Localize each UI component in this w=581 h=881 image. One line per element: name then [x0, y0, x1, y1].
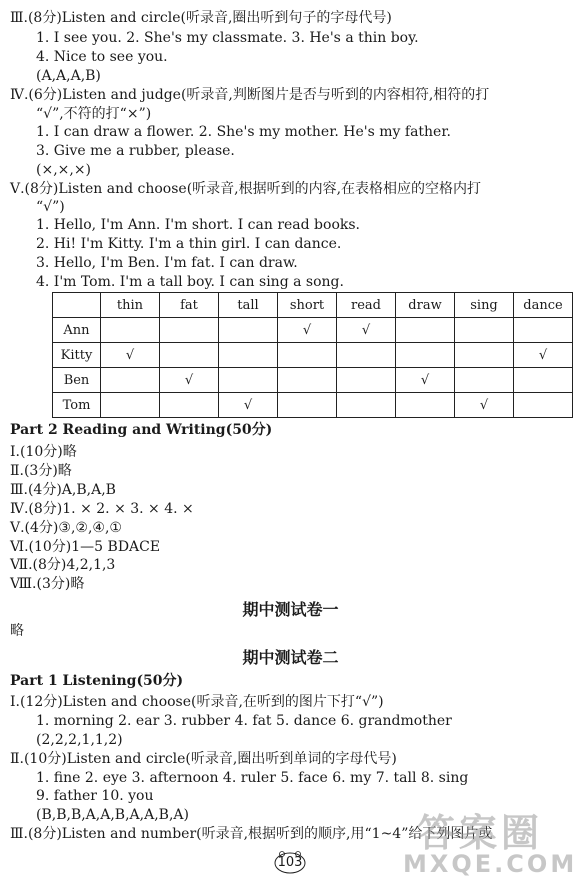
- table-row-header: Ann: [53, 318, 101, 343]
- part-2-item-5: Ⅴ.(4分)③,②,④,①: [10, 520, 122, 536]
- section-4-heading-cont: “√”,不符的打“×”): [36, 106, 152, 122]
- table-cell: √: [278, 318, 337, 343]
- table-cell: √: [337, 318, 396, 343]
- section-3-line-1: 1. I see you. 2. She's my classmate. 3. He's a thin boy.: [36, 30, 419, 46]
- exam-2-section-1-line-1: 1. morning 2. ear 3. rubber 4. fat 5. dance 6. grandmother: [36, 713, 452, 729]
- table-cell: [514, 368, 573, 393]
- page-number-badge: [273, 851, 307, 875]
- section-5-line-4: 4. I'm Tom. I'm a tall boy. I can sing a song.: [36, 274, 344, 290]
- table-cell: [396, 343, 455, 368]
- table-cell: [337, 368, 396, 393]
- exam-2-section-2-line-1: 1. fine 2. eye 3. afternoon 4. ruler 5. face 6. my 7. tall 8. sing: [36, 770, 469, 786]
- table-cell: [455, 343, 514, 368]
- table-cell: [219, 368, 278, 393]
- table-cell: √: [160, 368, 219, 393]
- watermark-text-url: MXQE.COM: [403, 850, 578, 878]
- table-row-header: Kitty: [53, 343, 101, 368]
- section-3-heading: Ⅲ.(8分)Listen and circle(听录音,圈出听到句子的字母代号): [10, 10, 392, 26]
- exam-2-section-1-heading: Ⅰ.(12分)Listen and choose(听录音,在听到的图片下打“√”): [10, 694, 384, 710]
- table-cell: √: [101, 343, 160, 368]
- exam-2-section-3-heading: Ⅲ.(8分)Listen and number(听录音,根据听到的顺序,用“1~4”给下列图片或: [10, 826, 493, 842]
- answer-table: [52, 292, 573, 418]
- part-2-item-8: Ⅷ.(3分)略: [10, 576, 85, 592]
- table-cell: [514, 393, 573, 418]
- table-cell: [514, 318, 573, 343]
- table-cell: [101, 368, 160, 393]
- table-column-header: dance: [514, 293, 573, 318]
- table-cell: [160, 343, 219, 368]
- table-cell: [160, 393, 219, 418]
- table-column-header: short: [278, 293, 337, 318]
- section-5-heading-cont: “√”): [36, 199, 65, 215]
- part-2-item-6: Ⅵ.(10分)1—5 BDACE: [10, 539, 161, 555]
- table-column-header: draw: [396, 293, 455, 318]
- watermark: [395, 800, 581, 881]
- section-4-line-2: 3. Give me a rubber, please.: [36, 143, 235, 159]
- watermark-text-cn: 答案圈: [417, 811, 544, 855]
- part-2-item-1: Ⅰ.(10分)略: [10, 444, 77, 460]
- exam-2-section-2-line-2: 9. father 10. you: [36, 788, 154, 804]
- table-cell: [455, 318, 514, 343]
- exam-1-title: 期中测试卷一: [242, 600, 339, 619]
- table-cell: √: [219, 393, 278, 418]
- table-header-row: [53, 293, 573, 318]
- table-row: [53, 318, 573, 343]
- table-row-header: Ben: [53, 368, 101, 393]
- table-row: [53, 393, 573, 418]
- section-4-line-1: 1. I can draw a flower. 2. She's my mother. He's my father.: [36, 124, 451, 140]
- table-corner-cell: [53, 293, 101, 318]
- table-cell: √: [396, 368, 455, 393]
- section-4-answer: (×,×,×): [36, 162, 92, 178]
- part-2-title: Part 2 Reading and Writing(50分): [10, 422, 273, 438]
- table-cell: [278, 368, 337, 393]
- table-column-header: tall: [219, 293, 278, 318]
- part-2-item-2: Ⅱ.(3分)略: [10, 463, 72, 479]
- exam-2-section-2-heading: Ⅱ.(10分)Listen and circle(听录音,圈出听到单词的字母代号): [10, 751, 397, 767]
- part-2-item-3: Ⅲ.(4分)A,B,A,B: [10, 482, 116, 498]
- page-number: 103: [277, 855, 303, 870]
- section-3-answer: (A,A,A,B): [36, 68, 101, 84]
- table-cell: [396, 393, 455, 418]
- section-4-heading: Ⅳ.(6分)Listen and judge(听录音,判断图片是否与听到的内容相符,相符的打: [10, 87, 490, 103]
- exam-2-section-2-answer: (B,B,B,A,A,B,A,A,B,A): [36, 807, 189, 823]
- part-2-item-4: Ⅳ.(8分)1. × 2. × 3. × 4. ×: [10, 501, 194, 517]
- table-column-header: thin: [101, 293, 160, 318]
- exam-2-part-1-title: Part 1 Listening(50分): [10, 673, 184, 689]
- table-cell: [101, 318, 160, 343]
- table-column-header: read: [337, 293, 396, 318]
- table-cell: √: [514, 343, 573, 368]
- table-column-header: sing: [455, 293, 514, 318]
- table-cell: [396, 318, 455, 343]
- table-cell: [219, 343, 278, 368]
- table-cell: [219, 318, 278, 343]
- table-cell: [337, 393, 396, 418]
- section-5-line-3: 3. Hello, I'm Ben. I'm fat. I can draw.: [36, 255, 298, 271]
- table-cell: √: [455, 393, 514, 418]
- table-cell: [455, 368, 514, 393]
- table-cell: [337, 343, 396, 368]
- table-cell: [278, 393, 337, 418]
- section-5-line-2: 2. Hi! I'm Kitty. I'm a thin girl. I can dance.: [36, 236, 342, 252]
- table-row: [53, 343, 573, 368]
- table-column-header: fat: [160, 293, 219, 318]
- exam-2-title: 期中测试卷二: [242, 648, 339, 667]
- table-row-header: Tom: [53, 393, 101, 418]
- table-cell: [101, 393, 160, 418]
- exam-1-body: 略: [10, 623, 24, 639]
- exam-2-section-1-answer: (2,2,2,1,1,2): [36, 732, 123, 748]
- table-cell: [278, 343, 337, 368]
- section-3-line-2: 4. Nice to see you.: [36, 49, 168, 65]
- table-cell: [160, 318, 219, 343]
- table-row: [53, 368, 573, 393]
- part-2-item-7: Ⅶ.(8分)4,2,1,3: [10, 557, 116, 573]
- section-5-line-1: 1. Hello, I'm Ann. I'm short. I can read books.: [36, 217, 360, 233]
- section-5-heading: Ⅴ.(8分)Listen and choose(听录音,根据听到的内容,在表格相应的空格内打: [10, 181, 482, 197]
